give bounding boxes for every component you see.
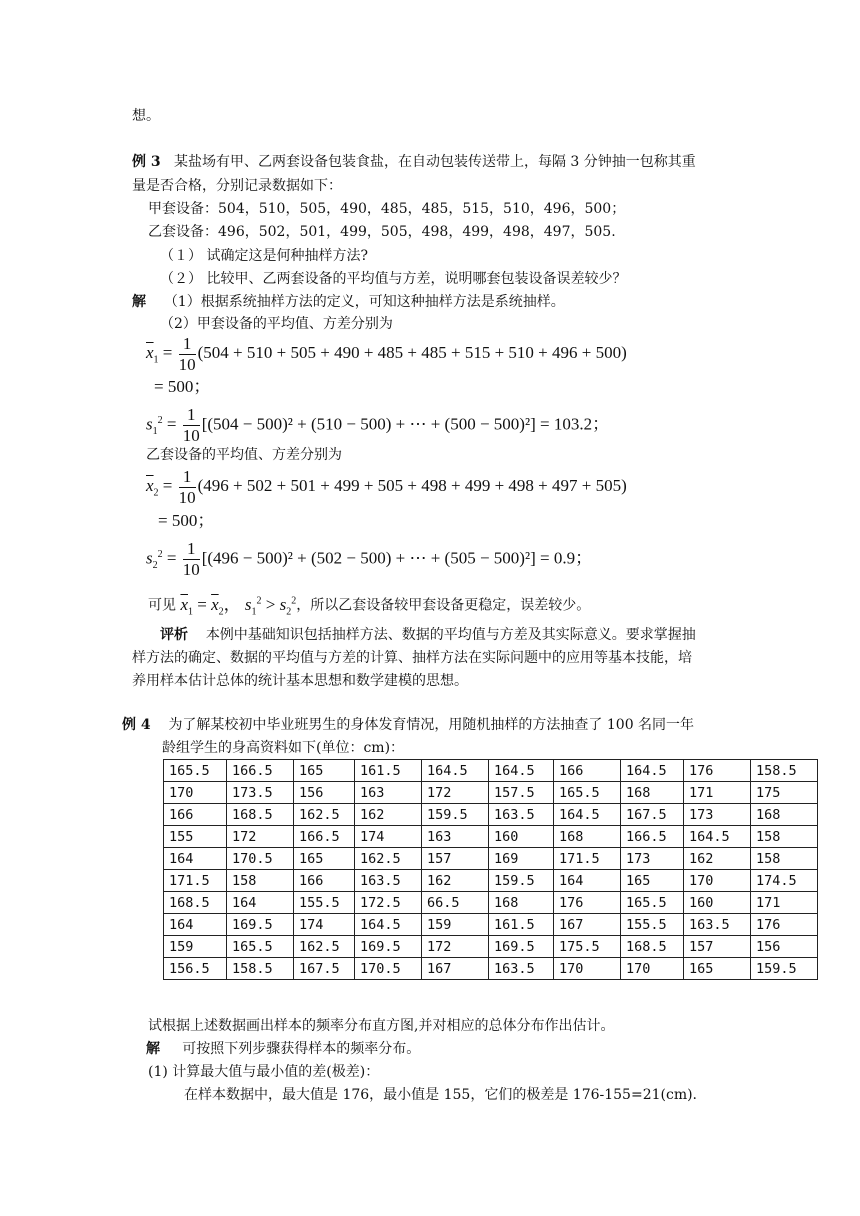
- table-cell: 158.5: [227, 958, 294, 980]
- example-3-text1: 某盐场有甲、乙两套设备包装食盐，在自动包装传送带上，每隔 3 分钟抽一包称其重: [173, 154, 696, 170]
- table-cell: 164: [164, 848, 227, 870]
- table-cell: 162.5: [355, 848, 422, 870]
- table-cell: 157.5: [489, 782, 554, 804]
- table-cell: 165: [684, 958, 751, 980]
- table-cell: 175.5: [554, 936, 621, 958]
- table-cell: 163.5: [355, 870, 422, 892]
- table-cell: 66.5: [422, 892, 489, 914]
- table-cell: 158: [751, 826, 818, 848]
- table-cell: 174.5: [751, 870, 818, 892]
- table-cell: 171.5: [554, 848, 621, 870]
- table-cell: 163.5: [489, 958, 554, 980]
- table-cell: 163: [355, 782, 422, 804]
- table-row: [164, 804, 818, 826]
- mean-b-result: = 500；: [158, 511, 215, 530]
- table-cell: 161.5: [355, 760, 422, 782]
- table-cell: 176: [684, 760, 751, 782]
- table-cell: 166.5: [227, 760, 294, 782]
- solution-line1: [132, 292, 565, 312]
- table-cell: 158: [227, 870, 294, 892]
- table-cell: 157: [422, 848, 489, 870]
- table-cell: 172: [422, 936, 489, 958]
- table-cell: 170.5: [355, 958, 422, 980]
- table-cell: 155.5: [621, 914, 684, 936]
- variance-a-symbol: s: [146, 414, 153, 434]
- fraction-1-10-a: $\frac{1}{10}$: [182, 405, 200, 446]
- solution-4-label: 解: [146, 1041, 160, 1057]
- table-cell: 162.5: [294, 936, 355, 958]
- comment-label: 评析: [160, 627, 188, 643]
- table-cell: 161.5: [489, 914, 554, 936]
- height-data-table: [163, 759, 818, 980]
- table-cell: 166.5: [621, 826, 684, 848]
- mean-b-sum: (496 + 502 + 501 + 499 + 505 + 498 + 499 + 498 + 497 + 505): [197, 476, 627, 495]
- table-cell: 168: [554, 826, 621, 848]
- table-cell: 159.5: [422, 804, 489, 826]
- table-cell: 164: [164, 914, 227, 936]
- table-cell: 164.5: [355, 914, 422, 936]
- table-cell: 165.5: [227, 936, 294, 958]
- mean-b-symbol: $\overline{x}$: [146, 476, 154, 495]
- comment-text1: 本例中基础知识包括抽样方法、数据的平均值与方差及其实际意义。要求掌握抽: [205, 627, 696, 643]
- solution-text3: 乙套设备的平均值、方差分别为: [146, 447, 342, 463]
- step-1-text: 在样本数据中，最大值是 176，最小值是 155，它们的极差是 176-155=21(cm).: [184, 1087, 698, 1103]
- table-cell: 159.5: [751, 958, 818, 980]
- table-cell: 168: [621, 782, 684, 804]
- task-text: 试根据上述数据画出样本的频率分布直方图,并对相应的总体分布作出估计。: [148, 1018, 615, 1034]
- table-cell: 170.5: [227, 848, 294, 870]
- table-cell: 166: [294, 870, 355, 892]
- table-cell: 171: [751, 892, 818, 914]
- variance-a-formula: $s_1^2$ = $\frac{1}{10}$ [(504 − 500)² + (510 − 500) + ⋯ + (500 − 500)²] = 103.2；: [146, 405, 610, 446]
- variance-b-expr: [(496 − 500)² + (502 − 500) + ⋯ + (505 − 500)²] = 0.9；: [201, 548, 593, 568]
- example-3-line2: 量是否合格，分别记录数据如下：: [132, 178, 342, 194]
- table-cell: 168: [751, 804, 818, 826]
- table-cell: 162: [422, 870, 489, 892]
- table-cell: 159.5: [489, 870, 554, 892]
- mean-a-sum: (504 + 510 + 505 + 490 + 485 + 485 + 515 + 510 + 496 + 500): [197, 343, 627, 362]
- table-cell: 172: [227, 826, 294, 848]
- table-cell: 164.5: [422, 760, 489, 782]
- variance-b-formula: $s_2^2$ = $\frac{1}{10}$ [(496 − 500)² + (502 − 500) + ⋯ + (505 − 500)²] = 0.9；: [146, 539, 593, 580]
- table-cell: 162: [355, 804, 422, 826]
- table-cell: 172: [422, 782, 489, 804]
- table-cell: 156: [751, 936, 818, 958]
- table-row: [164, 870, 818, 892]
- table-cell: 169.5: [227, 914, 294, 936]
- table-cell: 170: [164, 782, 227, 804]
- table-cell: 167.5: [621, 804, 684, 826]
- table-cell: 176: [751, 914, 818, 936]
- table-cell: 164.5: [554, 804, 621, 826]
- table-cell: 173: [684, 804, 751, 826]
- table-cell: 167.5: [294, 958, 355, 980]
- example-4-text1: 为了解某校初中毕业班男生的身体发育情况，用随机抽样的方法抽查了 100 名同一年: [168, 717, 695, 733]
- table-cell: 169: [489, 848, 554, 870]
- mean-a-result: = 500；: [154, 377, 211, 396]
- table-cell: 174: [355, 826, 422, 848]
- table-cell: 174: [294, 914, 355, 936]
- solution-text2: （2）甲套设备的平均值、方差分别为: [160, 316, 393, 332]
- table-cell: 163.5: [489, 804, 554, 826]
- comment-line1: [160, 625, 696, 645]
- table-cell: 166: [554, 760, 621, 782]
- comment-text2: 样方法的确定、数据的平均值与方差的计算、抽样方法在实际问题中的应用等基本技能，培: [132, 650, 692, 666]
- table-cell: 170: [621, 958, 684, 980]
- fraction-1-10-b: $\frac{1}{10}$: [178, 466, 196, 507]
- table-cell: 171.5: [164, 870, 227, 892]
- table-cell: 172.5: [355, 892, 422, 914]
- top-fragment: 想。: [132, 108, 160, 124]
- table-cell: 173: [621, 848, 684, 870]
- table-cell: 159: [164, 936, 227, 958]
- solution-4-line: [146, 1039, 420, 1059]
- table-cell: 171: [684, 782, 751, 804]
- mean-b-formula: $\overline{x}_2$ = $\frac{1}{10}$ (496 + 502 + 501 + 499 + 505 + 498 + 499 + 498 + 497 + 505): [146, 466, 627, 507]
- question-1: （１） 试确定这是何种抽样方法?: [160, 248, 368, 264]
- table-row: [164, 892, 818, 914]
- table-cell: 167: [422, 958, 489, 980]
- table-cell: 165.5: [554, 782, 621, 804]
- mean-a-symbol: $\overline{x}$: [146, 343, 154, 362]
- table-cell: 165: [294, 760, 355, 782]
- conclusion: [148, 590, 590, 623]
- table-cell: 165: [294, 848, 355, 870]
- table-cell: 164.5: [684, 826, 751, 848]
- variance-a-expr: [(504 − 500)² + (510 − 500) + ⋯ + (500 − 500)²] = 103.2；: [201, 414, 610, 434]
- solution-4-intro: 可按照下列步骤获得样本的频率分布。: [182, 1041, 421, 1057]
- solution-label: 解: [132, 294, 146, 310]
- table-cell: 160: [684, 892, 751, 914]
- data-set-b: 乙套设备：496，502，501，499，505，498，499，498，497，505.: [148, 224, 616, 240]
- table-cell: 164: [554, 870, 621, 892]
- table-row: [164, 782, 818, 804]
- solution-text1: （1）根据系统抽样方法的定义，可知这种抽样方法是系统抽样。: [163, 294, 565, 310]
- table-cell: 158.5: [751, 760, 818, 782]
- table-row: [164, 936, 818, 958]
- table-cell: 157: [684, 936, 751, 958]
- comment-text3: 养用样本估计总体的统计基本思想和数学建模的思想。: [132, 673, 468, 689]
- table-cell: 173.5: [227, 782, 294, 804]
- table-cell: 166.5: [294, 826, 355, 848]
- mean-a-formula: $\overline{x}_1$ = $\frac{1}{10}$ (504 + 510 + 505 + 490 + 485 + 485 + 515 + 510 + 496 + 500): [146, 333, 627, 374]
- table-cell: 167: [554, 914, 621, 936]
- table-cell: 175: [751, 782, 818, 804]
- table-cell: 165.5: [621, 892, 684, 914]
- example-4-label: 例 4: [122, 717, 151, 733]
- example-4-line1: [122, 715, 694, 735]
- data-set-a: 甲套设备：504，510，505，490，485，485，515，510，496，500；: [148, 201, 626, 217]
- table-cell: 158: [751, 848, 818, 870]
- table-row: [164, 958, 818, 980]
- table-cell: 165.5: [164, 760, 227, 782]
- table-cell: 164: [227, 892, 294, 914]
- table-cell: 155: [164, 826, 227, 848]
- table-cell: 170: [684, 870, 751, 892]
- example-3-line1: [132, 152, 696, 172]
- table-cell: 163.5: [684, 914, 751, 936]
- table-cell: 168.5: [621, 936, 684, 958]
- question-2: （２） 比较甲、乙两套设备的平均值与方差，说明哪套包装设备误差较少？: [160, 271, 627, 287]
- step-1-title: (1) 计算最大值与最小值的差(极差)：: [148, 1064, 380, 1080]
- conclusion-math: $\overline{x}_1 = \overline{x}_2$， $s_1^2 > s_2^2$: [180, 594, 297, 618]
- example-4-line2: 龄组学生的身高资料如下(单位：cm)：: [162, 740, 405, 756]
- table-cell: 168: [489, 892, 554, 914]
- example-3-label: 例 3: [132, 154, 161, 170]
- conclusion-prefix: 可见: [148, 597, 176, 614]
- table-cell: 169.5: [489, 936, 554, 958]
- table-cell: 169.5: [355, 936, 422, 958]
- table-row: [164, 848, 818, 870]
- fraction-1-10: $\frac{1}{10}$: [178, 333, 196, 374]
- table-cell: 163: [422, 826, 489, 848]
- table-cell: 165: [621, 870, 684, 892]
- table-cell: 155.5: [294, 892, 355, 914]
- table-row: [164, 826, 818, 848]
- table-cell: 164.5: [489, 760, 554, 782]
- table-row: [164, 914, 818, 936]
- conclusion-suffix: ，所以乙套设备较甲套设备更稳定，误差较少。: [296, 597, 591, 614]
- fraction-1-10-c: $\frac{1}{10}$: [182, 539, 200, 580]
- table-cell: 160: [489, 826, 554, 848]
- table-cell: 176: [554, 892, 621, 914]
- table-cell: 162.5: [294, 804, 355, 826]
- table-row: [164, 760, 818, 782]
- table-cell: 166: [164, 804, 227, 826]
- table-cell: 159: [422, 914, 489, 936]
- table-cell: 156: [294, 782, 355, 804]
- table-cell: 164.5: [621, 760, 684, 782]
- variance-b-symbol: s: [146, 548, 153, 568]
- table-cell: 168.5: [227, 804, 294, 826]
- table-cell: 170: [554, 958, 621, 980]
- table-cell: 162: [684, 848, 751, 870]
- table-cell: 156.5: [164, 958, 227, 980]
- table-cell: 168.5: [164, 892, 227, 914]
